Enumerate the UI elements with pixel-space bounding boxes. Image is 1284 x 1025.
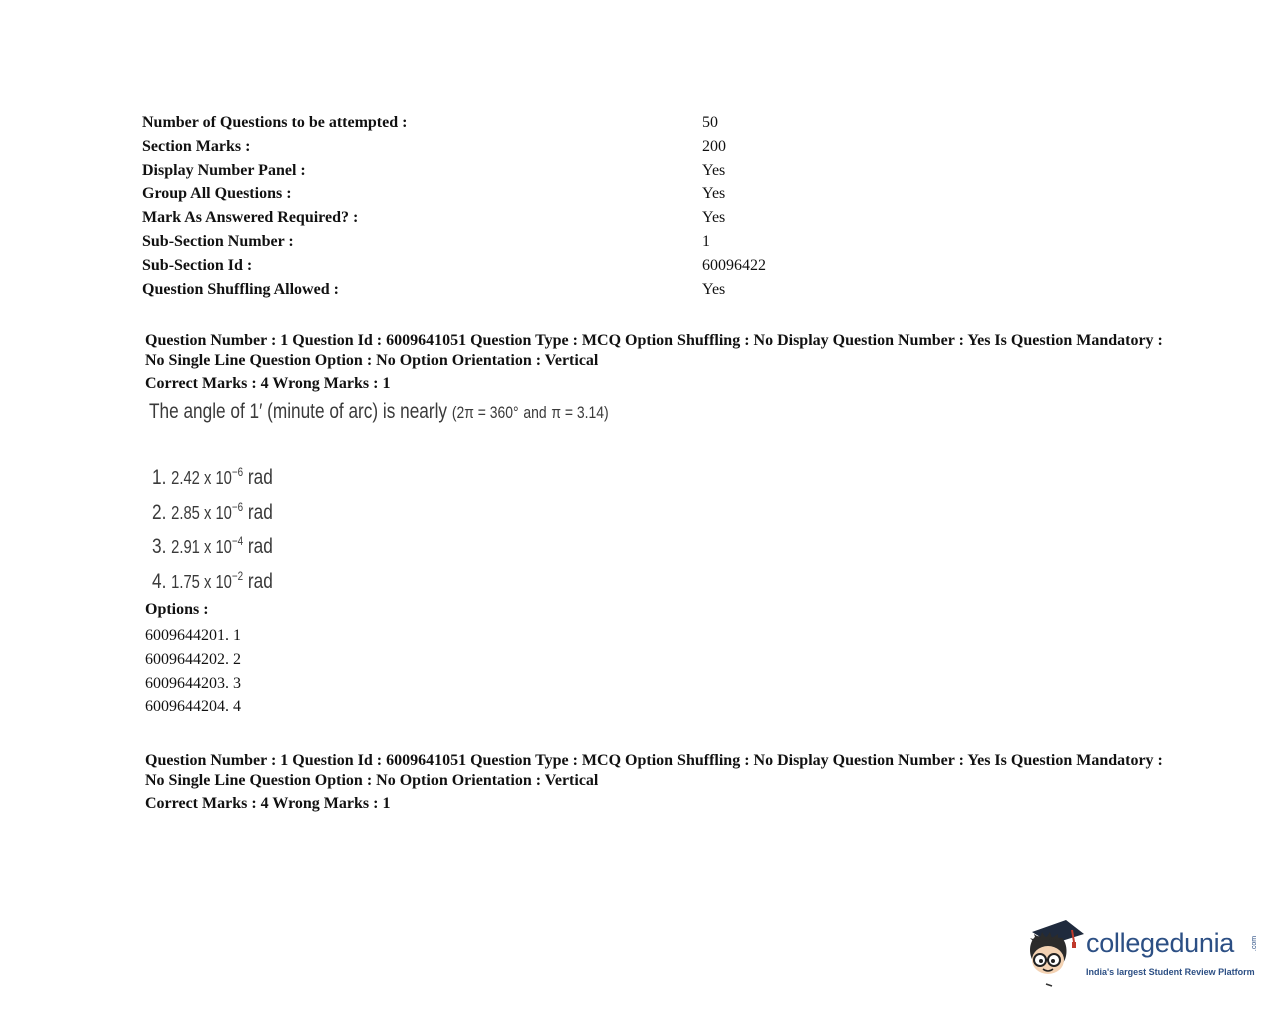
choice-unit: rad — [247, 535, 273, 558]
question-2-marks: Correct Marks : 4 Wrong Marks : 1 — [145, 795, 391, 812]
info-label: Section Marks : — [142, 137, 251, 155]
choice-mantissa: 1.75 x 10 — [171, 571, 232, 592]
info-label: Question Shuffling Allowed : — [142, 280, 339, 298]
info-label: Number of Questions to be attempted : — [142, 114, 408, 131]
info-value: Yes — [702, 185, 726, 203]
option-id-list — [145, 624, 241, 719]
choice-exponent: −6 — [231, 465, 244, 479]
option-id-item: 6009644204. 4 — [145, 698, 241, 716]
choice-exponent: −2 — [231, 568, 244, 583]
question-text-main: The angle of 1′ (minute of arc) is nearly — [149, 400, 448, 423]
info-value: Yes — [702, 280, 726, 298]
choice-mantissa: 2.85 x 10 — [171, 502, 232, 523]
info-label: Display Number Panel : — [142, 161, 306, 179]
info-value: Yes — [702, 209, 726, 227]
question-1-marks: Correct Marks : 4 Wrong Marks : 1 — [145, 375, 391, 392]
choice-unit: rad — [247, 569, 273, 593]
info-label: Group All Questions : — [142, 185, 292, 203]
choice-3 — [152, 526, 273, 561]
info-label: Sub-Section Number : — [142, 232, 294, 250]
choice-1 — [152, 457, 273, 492]
question-formula-1: (2π = 360° — [451, 403, 519, 422]
choice-mantissa: 2.91 x 10 — [171, 537, 232, 557]
info-value: 1 — [702, 232, 710, 250]
mascot-icon — [1022, 918, 1086, 990]
option-id-item: 6009644203. 3 — [145, 674, 241, 692]
question-1-text — [149, 400, 609, 424]
option-id-item: 6009644201. 1 — [145, 627, 241, 644]
option-id-item: 6009644202. 2 — [145, 650, 241, 668]
choice-exponent: −6 — [231, 499, 244, 514]
question-2-header: Question Number : 1 Question Id : 6009641051 Question Type : MCQ Option Shuffling : No Display Question Number : Yes Is Question Mandatory : No Single Line Question Option : No Option Orientation : Vertical — [145, 752, 1163, 789]
question-formula-2: π = 3.14) — [551, 403, 609, 422]
info-label: Sub-Section Id : — [142, 256, 253, 274]
choice-unit: rad — [247, 466, 273, 489]
info-value: 60096422 — [702, 256, 766, 274]
choice-2 — [152, 492, 273, 527]
choice-number: 1. — [152, 466, 167, 489]
question-1-choices — [152, 457, 273, 595]
choice-4 — [152, 561, 273, 596]
question-text-and: and — [523, 403, 547, 422]
choice-mantissa: 2.42 x 10 — [171, 468, 232, 488]
logo-wordmark: collegedunia — [1086, 928, 1235, 958]
info-label: Mark As Answered Required? : — [142, 209, 359, 227]
info-value: 200 — [702, 137, 726, 155]
choice-number: 4. — [152, 569, 167, 593]
choice-number: 2. — [152, 500, 167, 524]
choice-unit: rad — [247, 500, 273, 524]
question-1-header: Question Number : 1 Question Id : 6009641051 Question Type : MCQ Option Shuffling : No Display Question Number : Yes Is Question Mandatory : No Single Line Question Option : No Option Orientation : Vertical — [145, 332, 1163, 369]
logo-domain: .com — [1251, 935, 1259, 952]
logo-tagline: India's largest Student Review Platform — [1086, 967, 1255, 977]
info-value: Yes — [702, 161, 726, 179]
options-title: Options : — [145, 601, 209, 618]
collegedunia-logo — [1022, 918, 1262, 990]
choice-exponent: −4 — [231, 534, 244, 548]
info-value: 50 — [702, 114, 718, 131]
choice-number: 3. — [152, 535, 167, 558]
